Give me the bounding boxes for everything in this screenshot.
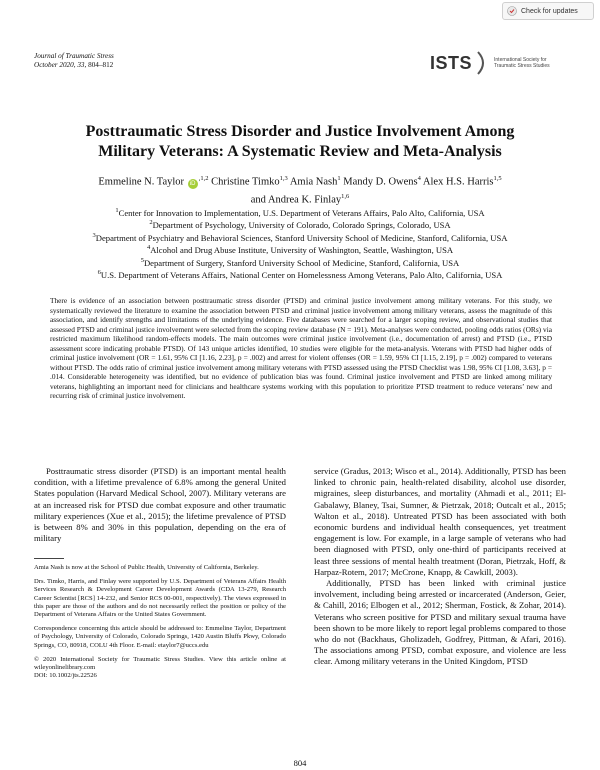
check-updates-label: Check for updates: [521, 7, 578, 15]
footnotes: [34, 564, 286, 686]
affiliation-list: [30, 206, 570, 281]
orcid-icon[interactable]: iD: [188, 179, 198, 189]
affil-num: 5: [140, 256, 144, 264]
author-affil: 4: [417, 175, 421, 182]
footnote: © 2020 International Society for Traumatic Stress Studies. View this article online at wileyonlinelibrary.com: [34, 655, 286, 672]
issue-prefix: October 2020,: [34, 61, 78, 69]
ists-logo: [430, 47, 580, 79]
affiliation: [30, 206, 570, 218]
body-paragraph: service (Gradus, 2013; Wisco et al., 2014). Additionally, PTSD has been linked to chronic pain, health-related disability, alcohol use disorder, migraines, sleep disturbances, and mortality (Ahmadi et al., 2011; El-Gabalawy, Blaney, Tsai, Sumner, & Pietrzak, 2018; Outcalt et al., 2015; Walton et al., 2018). Untreated PTSD has been associated with both economic burdens and individual health consequences, yet treatment engagement is low. For example, in a large sample of veterans who had been diagnosed with PTSD, only one-third of participants received at least three sessions of mental health treatment (Doran, Pietrzak, Hoff, & Harpaz-Rotem, 2017; McCrone, Knapp, & Cawkill, 2003).: [314, 466, 566, 577]
author-name: Emmeline N. Taylor: [98, 176, 185, 188]
author-name: Amia Nash: [289, 176, 338, 188]
body-right-column: [314, 466, 566, 668]
author-affil: 1: [337, 175, 341, 182]
check-for-updates-badge[interactable]: [502, 2, 594, 20]
page-range: , 804–812: [84, 61, 114, 69]
affiliation: [30, 218, 570, 230]
body-paragraph: Additionally, PTSD has been linked with criminal justice involvement, including being arrested or incarcerated (Anderson, Geier, & Cahill, 2016; Elbogen et al., 2012; Sherman, Fostick, & Zohar, 2014). Veterans who screen positive for PTSD and military sexual trauma have been shown to be more likely to report legal problems compared to those who do not (Backhaus, Gholizadeh, Godfrey, Pittman, & Afari, 2016). The associations among PTSD, combat exposure, and violence are less clear. Among military veterans in the United Kingdom, PTSD: [314, 578, 566, 667]
footnote: Correspondence concerning this article should be addressed to: Emmeline Taylor, Department of Psychology, University of Colorado, Colorado Springs, 1420 Austin Bluffs Pkwy, Colorado Springs, CO, 80918, COLU 4th Floor. E-mail: etaylor7@uccs.edu: [34, 625, 286, 649]
author-affil: ,1,2: [198, 175, 209, 182]
body-paragraph: Posttraumatic stress disorder (PTSD) is an important mental health condition, with a lifetime prevalence of 6.8% among the general United States population (Harvard Medical School, 2007). Military veterans are at an increased risk for PTSD due combat exposure and other traumatic military experiences (Xue et al., 2015); the lifetime prevalence of PTSD is between 8% and 30% in this population, depending on the era of military: [34, 466, 286, 544]
doi[interactable]: DOI: 10.1002/jts.22526: [34, 672, 97, 680]
title-line-2: Military Veterans: A Systematic Review and Meta-Analysis: [98, 143, 502, 160]
affil-num: 3: [92, 231, 96, 239]
logo-subtitle: International Society for Traumatic Stress Studies: [494, 57, 550, 69]
footnote: Amia Nash is now at the School of Public Health, University of California, Berkeley.: [34, 564, 259, 571]
affiliation: [30, 243, 570, 255]
affil-text: Center for Innovation to Implementation, U.S. Department of Veterans Affairs, Palo Alto, California, USA: [118, 207, 485, 218]
affil-text: Alcohol and Drug Abuse Institute, University of Washington, Seattle, Washington, USA: [150, 245, 454, 256]
author-list: [30, 172, 570, 207]
affil-num: 2: [149, 219, 153, 227]
affiliation: [30, 268, 570, 280]
affil-text: Department of Psychology, University of Colorado, Colorado Springs, Colorado, USA: [152, 220, 451, 231]
body-left-column: [34, 466, 286, 544]
affiliation: [30, 256, 570, 268]
footnote: Drs. Timko, Harris, and Finlay were supported by U.S. Department of Veterans Affairs Health Services Research & Development Career Development Awards (CDA 13-279, Research Career Scientist [RCS] 14-232, and Senior RCS 00-001, respectively). The views expressed in this paper are those of the authors and do not necessarily reflect the position or policy of the Department of Veterans Affairs or the United States Government.: [34, 578, 286, 619]
affil-num: 4: [146, 244, 151, 252]
footnote-rule: [34, 558, 64, 559]
affil-num: 6: [97, 269, 101, 277]
author-line-2: [30, 190, 570, 208]
check-updates-icon: [507, 6, 517, 16]
affil-text: Department of Psychiatry and Behavioral Sciences, Stanford University School of Medicine, Stanford, California, USA: [95, 232, 508, 243]
affil-text: U.S. Department of Veterans Affairs, National Center on Homelessness Among Veterans, Palo Alto, California, USA: [100, 270, 503, 281]
author-affil: 1,6: [341, 192, 350, 200]
logo-arc-icon: [476, 50, 490, 76]
logo-mark: ISTS: [430, 52, 473, 73]
author-affil: 1,5: [493, 175, 502, 182]
volume: 33: [77, 61, 85, 69]
affil-num: 1: [115, 207, 119, 214]
article-title: [30, 122, 570, 162]
affiliation: [30, 231, 570, 243]
author-name: and Andrea K. Finlay: [250, 194, 342, 205]
author-affil: 1,3: [279, 175, 288, 182]
author-name: Alex H.S. Harris: [422, 176, 494, 188]
affil-text: Department of Surgery, Stanford University School of Medicine, Stanford, California, USA: [143, 257, 460, 268]
title-line-1: Posttraumatic Stress Disorder and Justice Involvement Among: [85, 123, 515, 140]
abstract: There is evidence of an association between posttraumatic stress disorder (PTSD) and criminal justice involvement among military veterans. For this study, we systematically reviewed the literature to examine the association between PTSD and criminal justice involvement among military veterans, assess the magnitude of this association, and identify strengths and limitations of the underlying evidence. Five databases were searched for a larger scoping review, and observational studies that assessed PTSD and criminal justice involvement were selected from the scoping review database (N = 191). Meta-analyses were conducted, pooling odds ratios (ORs) via restricted maximum likelihood random-effects models. The main outcomes were criminal justice involvement (i.e., documentation of arrest) and PTSD (i.e., PTSD assessment score indicating probable PTSD). Of 143 unique articles identified, 10 studies were eligible for the meta-analysis. Veterans with PTSD had higher odds of criminal justice involvement (OR = 1.61, 95% CI [1.16, 2.23], p = .002) and arrest for violent offenses (OR = 1.59, 95% CI [1.15, 2.19], p = .002) compared to veterans without PTSD. The odds ratio of criminal justice involvement among military veterans with PTSD assessed using the PTSD Checklist was 1.98, 95% CI [1.08, 3.63], p = .014. Considerable heterogeneity was identified, but no evidence of publication bias was found. Criminal justice involvement and PTSD are linked among military veterans, highlighting an important need for clinicians and healthcare systems working with this population to prioritize PTSD treatment to reduce veterans’ new and recurring risk of criminal justice involvement.: [50, 296, 552, 401]
page-number: 804: [293, 758, 307, 768]
journal-citation: [34, 52, 114, 70]
journal-issue: [34, 61, 114, 70]
author-line-1: [30, 172, 570, 190]
journal-name: Journal of Traumatic Stress: [34, 52, 114, 60]
author-name: Christine Timko: [211, 176, 280, 188]
author-name: Mandy D. Owens: [343, 176, 418, 188]
